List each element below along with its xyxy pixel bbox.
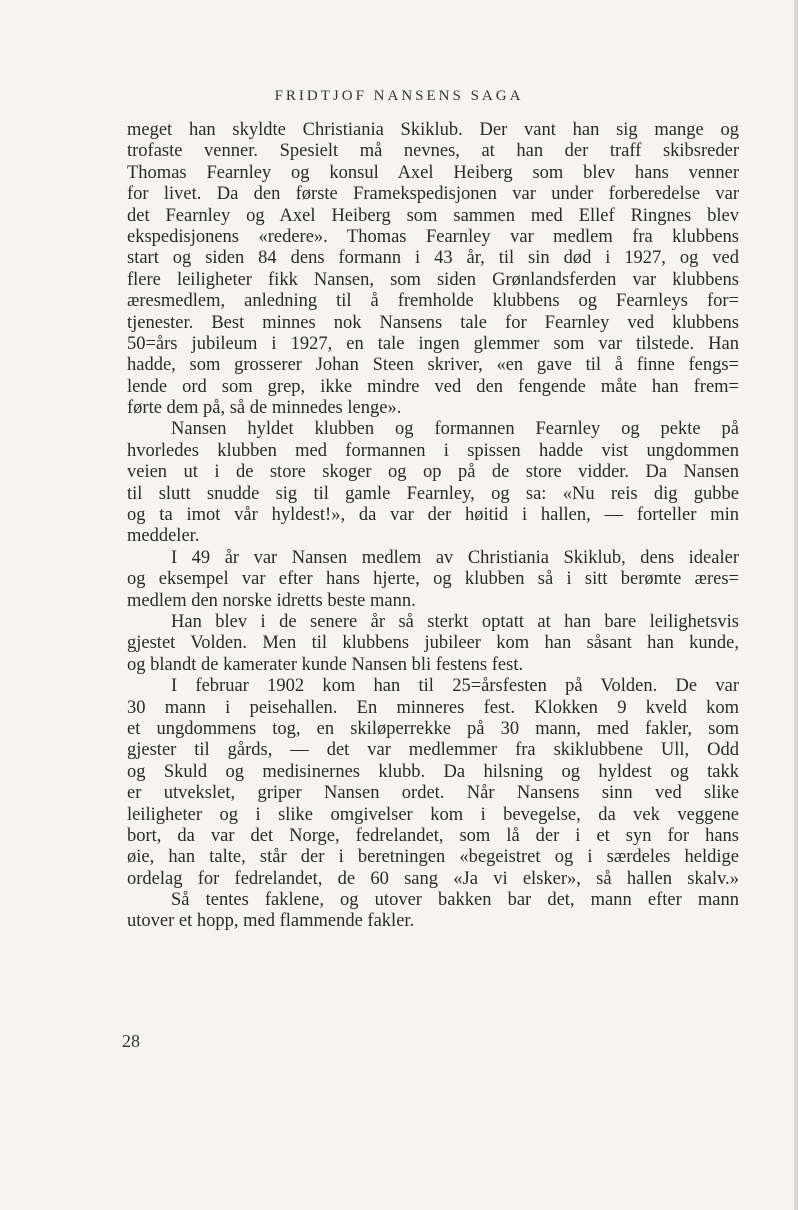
text-line: til slutt snudde sig til gamle Fearnley, og sa: «Nu reis dig gubbe	[127, 483, 739, 504]
running-head: FRIDTJOF NANSENS SAGA	[274, 88, 524, 104]
text-line: bort, da var det Norge, fedrelandet, som lå der i et syn for hans	[127, 825, 739, 846]
page-number: 28	[122, 1031, 140, 1051]
text-line: utover et hopp, med flammende fakler.	[127, 911, 415, 932]
text-line: Han blev i de senere år så sterkt optatt at han bare leilighetsvis	[171, 611, 739, 632]
text-line: trofaste venner. Spesielt må nevnes, at han der traff skibsreder	[127, 141, 739, 162]
text-line: tjenester. Best minnes nok Nansens tale for Fearnley ved klubbens	[127, 312, 739, 333]
text-line: ordelag for fedrelandet, de 60 sang «Ja vi elsker», så hallen skalv.»	[127, 868, 739, 889]
text-line: hvorledes klubben med formannen i spissen hadde vist ungdommen	[127, 440, 739, 461]
text-line: start og siden 84 dens formann i 43 år, til sin død i 1927, og ved	[127, 248, 739, 269]
text-line: og eksempel var efter hans hjerte, og klubben så i sitt berømte æres=	[127, 569, 739, 590]
text-line: I 49 år var Nansen medlem av Christiania Skiklub, dens idealer	[171, 547, 739, 568]
text-line: gjester til gårds, — det var medlemmer fra skiklubbene Ull, Odd	[127, 740, 739, 761]
text-line: Nansen hyldet klubben og formannen Fearnley og pekte på	[171, 419, 739, 440]
body-text	[127, 120, 739, 933]
text-line: 30 mann i peisehallen. En minneres fest. Klokken 9 kveld kom	[127, 697, 739, 718]
text-line: og blandt de kamerater kunde Nansen bli festens fest.	[127, 654, 524, 675]
text-line: gjestet Volden. Men til klubbens jubileer kom han såsant han kunde,	[127, 633, 739, 654]
text-line: og ta imot vår hyldest!», da var der høitid i hallen, — forteller min	[127, 505, 739, 526]
text-line: flere leiligheter fikk Nansen, som siden Grønlandsferden var klubbens	[127, 269, 739, 290]
text-line: for livet. Da den første Framekspedisjonen var under forberedelse var	[127, 184, 739, 205]
text-line: Thomas Fearnley og konsul Axel Heiberg som blev hans venner	[127, 162, 739, 183]
text-line: er utvekslet, griper Nansen ordet. Når Nansens sinn ved slike	[127, 783, 739, 804]
text-line: førte dem på, så de minnedes lenge».	[127, 398, 402, 419]
text-line: et ungdommens tog, en skiløperrekke på 30 mann, med fakler, som	[127, 718, 739, 739]
text-line: og Skuld og medisinernes klubb. Da hilsning og hyldest og takk	[127, 761, 739, 782]
text-line: medlem den norske idretts beste mann.	[127, 590, 416, 611]
text-line: veien ut i de store skoger og op på de store vidder. Da Nansen	[127, 462, 739, 483]
text-line: meddeler.	[127, 526, 200, 547]
text-line: Så tentes faklene, og utover bakken bar det, mann efter mann	[171, 890, 739, 911]
text-line: lende ord som grep, ikke mindre ved den fengende måte han frem=	[127, 376, 739, 397]
text-line: ekspedisjonens «redere». Thomas Fearnley var medlem fra klubbens	[127, 226, 739, 247]
text-line: I februar 1902 kom han til 25=årsfesten på Volden. De var	[171, 676, 739, 697]
text-line: leiligheter og i slike omgivelser kom i bevegelse, da vek veggene	[127, 804, 739, 825]
text-line: øie, han talte, står der i beretningen «begeistret og i særdeles heldige	[127, 847, 739, 868]
text-line: hadde, som grosserer Johan Steen skriver, «en gave til å finne fengs=	[127, 355, 739, 376]
text-line: 50=års jubileum i 1927, en tale ingen glemmer som var tilstede. Han	[127, 333, 739, 354]
text-line: det Fearnley og Axel Heiberg som sammen med Ellef Ringnes blev	[127, 205, 739, 226]
text-line: meget han skyldte Christiania Skiklub. Der vant han sig mange og	[127, 120, 739, 140]
page-edge	[794, 0, 798, 1210]
text-line: æresmedlem, anledning til å fremholde klubbens og Fearnleys for=	[127, 291, 739, 312]
